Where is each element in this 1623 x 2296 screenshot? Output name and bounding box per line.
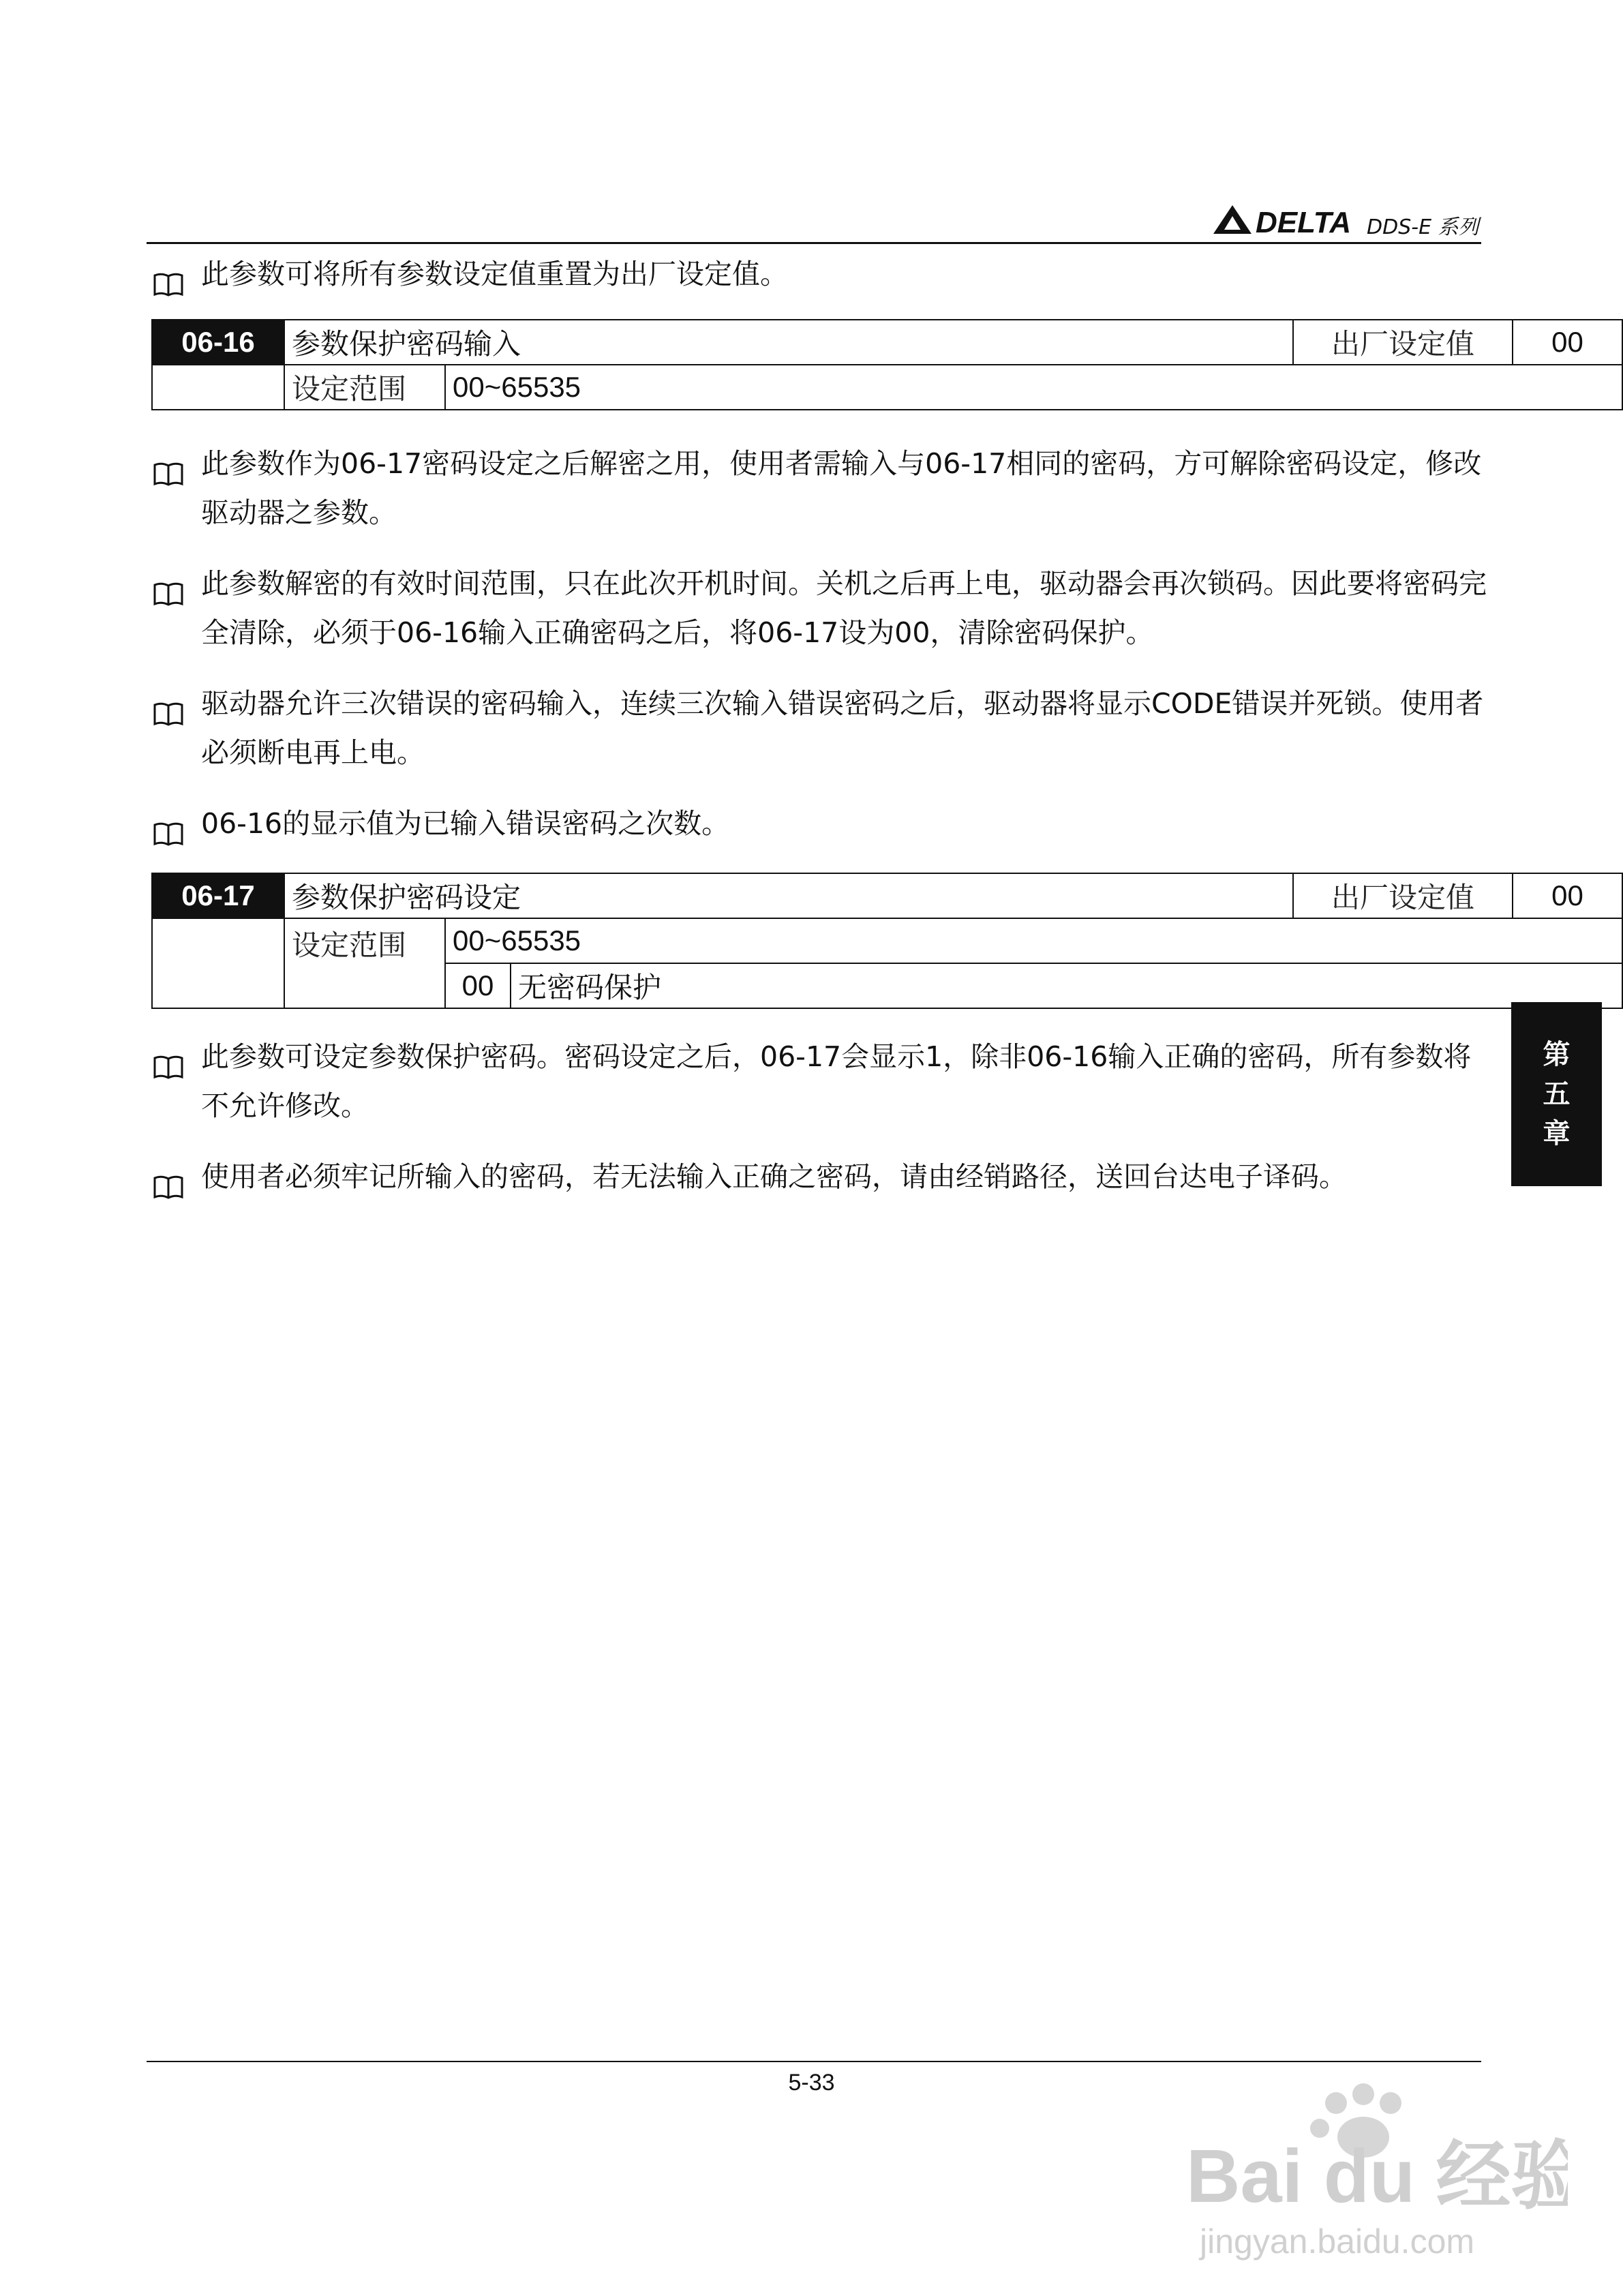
option-value: 00	[445, 963, 511, 1008]
chapter-char: 五	[1543, 1078, 1571, 1110]
param-name: 参数保护密码输入	[284, 320, 1293, 365]
paragraph	[153, 439, 1489, 537]
factory-value: 00	[1513, 320, 1622, 365]
paragraph	[153, 679, 1489, 777]
factory-label: 出厂设定值	[1293, 873, 1513, 918]
book-icon	[153, 1032, 201, 1130]
delta-triangle-icon	[1213, 202, 1363, 237]
footer-divider	[147, 2061, 1481, 2062]
paragraph	[153, 559, 1489, 657]
param-code: 06-16	[152, 320, 284, 365]
book-icon	[153, 1152, 201, 1215]
param-code: 06-17	[152, 873, 284, 918]
paragraph-text: 使用者必须牢记所输入的密码，若无法输入正确之密码，请由经销路径，送回台达电子译码。	[201, 1160, 1347, 1193]
book-icon	[153, 559, 201, 657]
paw-icon	[1159, 2066, 1568, 2270]
series-label: DDS-E 系列	[1367, 215, 1479, 239]
header-divider	[147, 242, 1481, 244]
page-number: 5-33	[788, 2070, 835, 2096]
paragraph-text: 此参数作为06-17密码设定之后解密之用，使用者需输入与06-17相同的密码，方可解除密码设定，修改驱动器之参数。	[201, 447, 1482, 529]
paragraph	[153, 1032, 1489, 1130]
delta-logo	[1213, 199, 1363, 240]
range-value: 00~65535	[445, 918, 1622, 963]
paragraph-text: 驱动器允许三次错误的密码输入，连续三次输入错误密码之后，驱动器将显示CODE错误并死锁。使用者必须断电再上电。	[201, 687, 1484, 769]
empty-cell	[152, 918, 284, 1008]
book-icon	[153, 439, 201, 537]
paragraph-text: 此参数可设定参数保护密码。密码设定之后，06-17会显示1，除非06-16输入正确的密码，所有参数将不允许修改。	[201, 1040, 1472, 1122]
param-name: 参数保护密码设定	[284, 873, 1293, 918]
param-table-0616	[151, 319, 1623, 410]
paragraph	[153, 250, 1489, 312]
chapter-tab	[1511, 1002, 1602, 1186]
book-icon	[153, 250, 201, 312]
paragraph-text: 此参数可将所有参数设定值重置为出厂设定值。	[201, 258, 788, 290]
book-icon	[153, 799, 201, 862]
chapter-char: 章	[1543, 1118, 1571, 1149]
param-table-0617	[151, 873, 1623, 1009]
paragraph-text: 此参数解密的有效时间范围，只在此次开机时间。关机之后再上电，驱动器会再次锁码。因此要将密码完全清除，必须于06-16输入正确密码之后，将06-17设为00，清除密码保护。	[201, 567, 1487, 649]
chapter-char: 第	[1543, 1039, 1571, 1070]
range-label: 设定范围	[284, 918, 445, 1008]
range-label: 设定范围	[284, 365, 445, 410]
watermark-url: jingyan.baidu.com	[1200, 2222, 1475, 2261]
watermark-brand: Bai du 经验	[1186, 2134, 1568, 2218]
option-desc: 无密码保护	[511, 963, 1622, 1008]
factory-value: 00	[1513, 873, 1622, 918]
paragraph-text: 06-16的显示值为已输入错误密码之次数。	[201, 807, 730, 840]
factory-label: 出厂设定值	[1293, 320, 1513, 365]
paragraph	[153, 1152, 1489, 1215]
brand-text: DELTA	[1256, 206, 1352, 237]
paragraph	[153, 799, 1489, 862]
baidu-watermark	[1159, 2066, 1568, 2270]
empty-cell	[152, 365, 284, 410]
range-value: 00~65535	[445, 365, 1622, 410]
book-icon	[153, 679, 201, 777]
